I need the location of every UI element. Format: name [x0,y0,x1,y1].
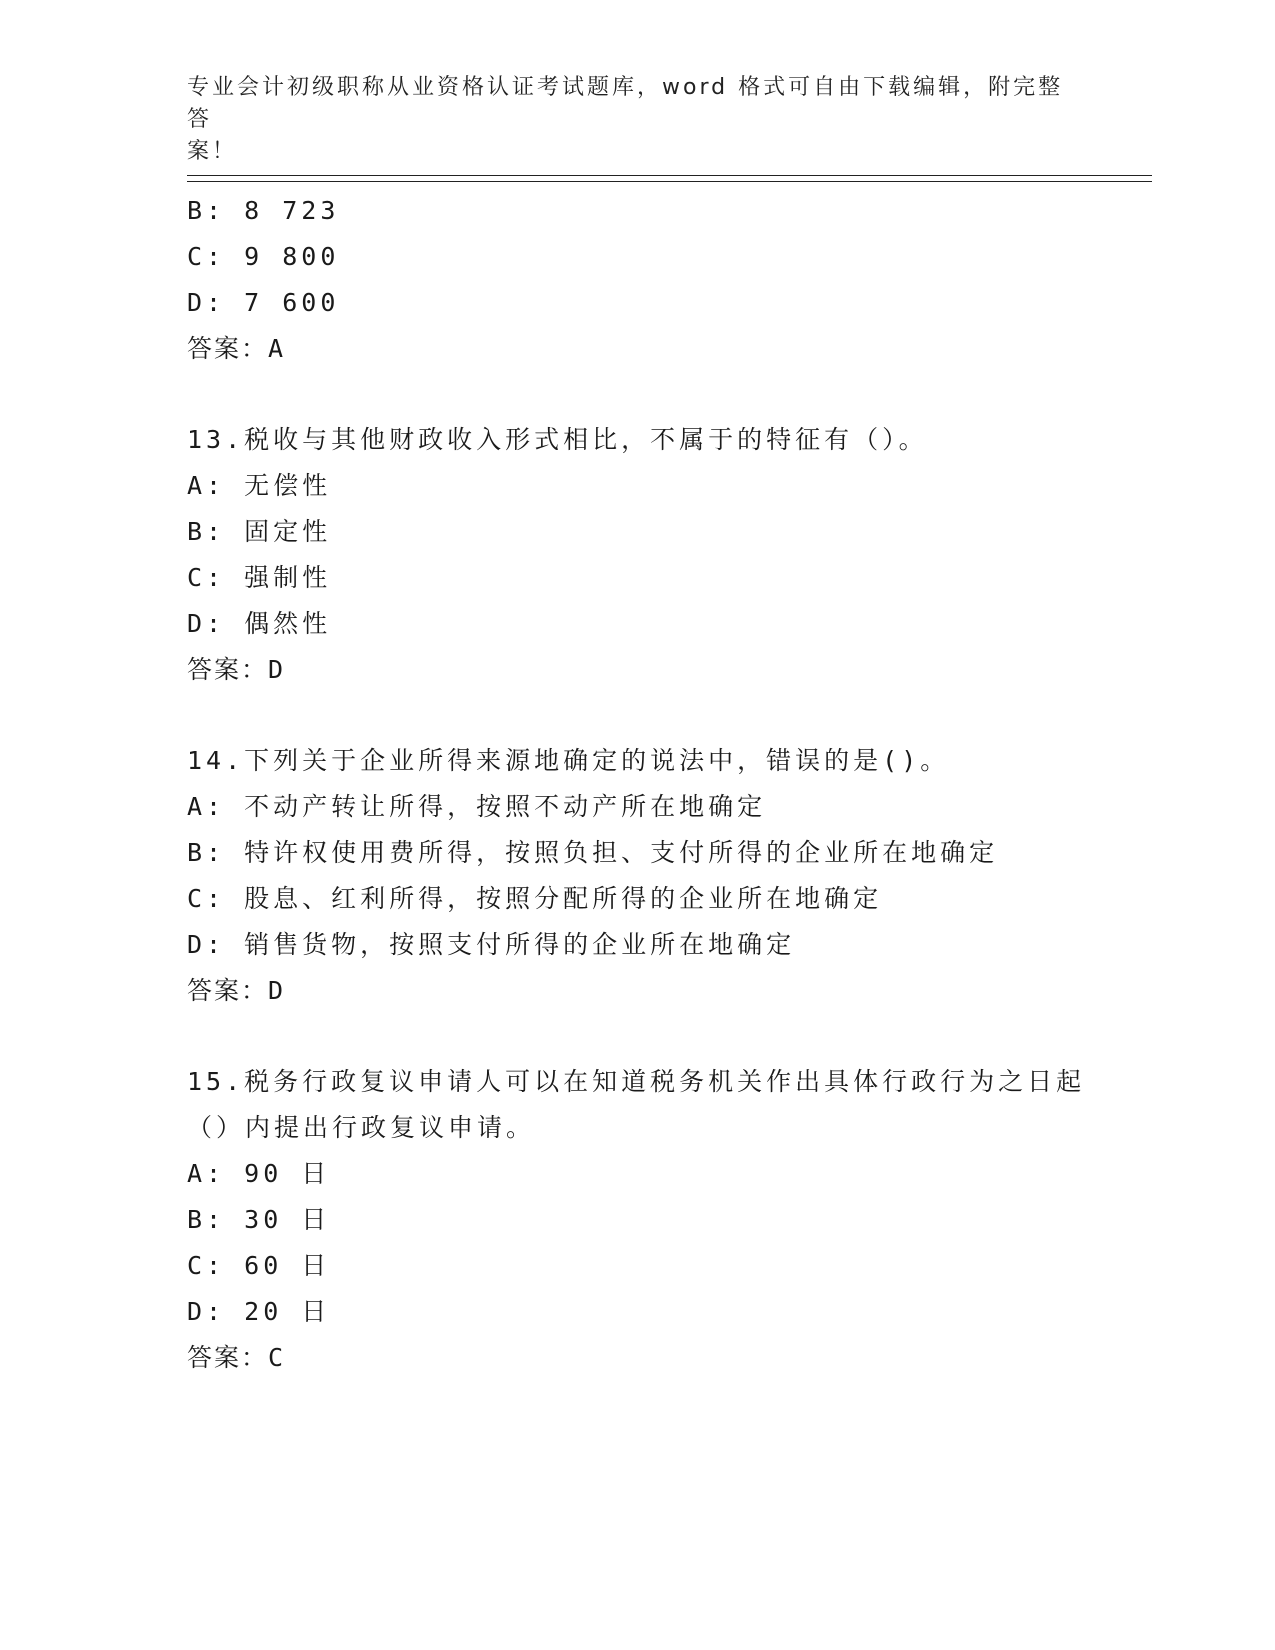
option-b: B: 30 日 [187,1205,331,1234]
option-b: B: 固定性 [187,517,332,546]
answer-value: C [268,1343,286,1372]
answer-line [187,968,1147,1014]
option-c: C: 股息、红利所得，按照分配所得的企业所在地确定 [187,884,883,913]
option-b: B: 8 723 [187,196,340,225]
question-text-line-1: 15.税务行政复议申请人可以在知道税务机关作出具体行政行为之日起 [187,1067,1086,1096]
answer-line [187,647,1147,693]
option-a: A: 不动产转让所得，按照不动产所在地确定 [187,792,767,821]
option-a: A: 90 日 [187,1159,331,1188]
question-text: 13.税收与其他财政收入形式相比，不属于的特征有（）。 [187,425,928,454]
option-d: D: 偶然性 [187,609,332,638]
header-line-1: 专业会计初级职称从业资格认证考试题库，word 格式可自由下载编辑，附完整答 [187,75,1064,132]
answer-line [187,1335,1147,1381]
answer-label: 答案： [187,976,269,1005]
header-line-2: 案！ [187,139,238,164]
answer-label: 答案： [187,334,269,363]
answer-label: 答案： [187,655,269,684]
option-c: C: 9 800 [187,242,340,271]
question-text-line-2: （）内提出行政复议申请。 [187,1113,536,1142]
question-list [187,188,1147,1381]
option-a: A: 无偿性 [187,471,332,500]
question-text: 14.下列关于企业所得来源地确定的说法中，错误的是()。 [187,746,950,775]
question-14 [187,738,1147,1014]
answer-line [187,326,1147,372]
question-15 [187,1059,1147,1381]
option-d: D: 20 日 [187,1297,331,1326]
option-c: C: 60 日 [187,1251,331,1280]
option-d: D: 销售货物，按照支付所得的企业所在地确定 [187,930,796,959]
answer-value: D [268,976,286,1005]
answer-label: 答案： [187,1343,269,1372]
header-divider-bottom [187,181,1152,182]
option-b: B: 特许权使用费所得，按照负担、支付所得的企业所在地确定 [187,838,999,867]
question-12-tail [187,188,1147,372]
document-header [187,72,1087,168]
option-c: C: 强制性 [187,563,332,592]
question-13 [187,417,1147,693]
option-d: D: 7 600 [187,288,340,317]
header-divider-top [187,175,1152,176]
answer-value: D [268,655,286,684]
answer-value: A [268,334,286,363]
